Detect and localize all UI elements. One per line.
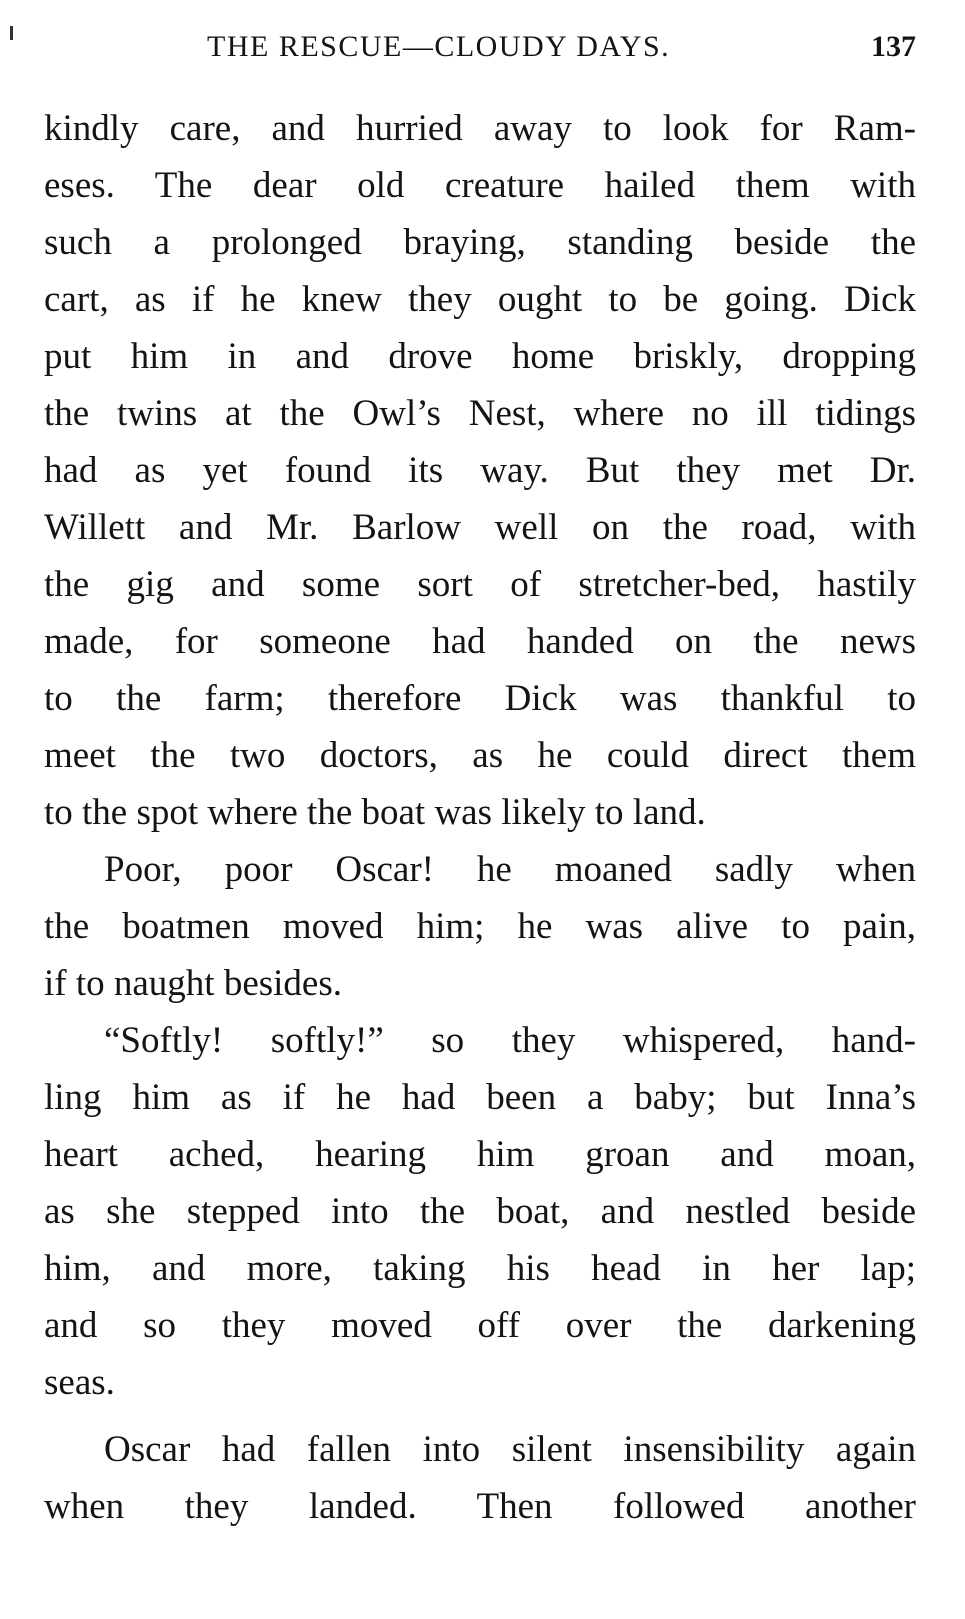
text-line: Poor, poor Oscar! he moaned sadly when	[104, 849, 916, 890]
text-line: as she stepped into the boat, and nestled beside	[44, 1191, 916, 1232]
text-line: Willett and Mr. Barlow well on the road, with	[44, 507, 916, 548]
text-line: if to naught besides.	[44, 963, 343, 1004]
text-line: the boatmen moved him; he was alive to pain,	[44, 906, 916, 947]
text-line: to the farm; therefore Dick was thankful to	[44, 678, 916, 719]
text-line: meet the two doctors, as he could direct them	[44, 735, 916, 776]
text-line: heart ached, hearing him groan and moan,	[44, 1134, 916, 1175]
running-head: THE RESCUE—CLOUDY DAYS.	[207, 30, 671, 63]
text-line: the gig and some sort of stretcher-bed, hastily	[44, 564, 916, 605]
paragraph	[44, 841, 916, 1012]
paragraph	[44, 1421, 916, 1535]
text-line: “Softly! softly!” so they whispered, hand-	[104, 1020, 916, 1061]
text-line: ling him as if he had been a baby; but Inna’s	[44, 1077, 916, 1118]
text-line: cart, as if he knew they ought to be going. Dick	[44, 279, 916, 320]
text-line: such a prolonged braying, standing beside the	[44, 222, 916, 263]
text-line: put him in and drove home briskly, dropping	[44, 336, 916, 377]
paragraph	[44, 1012, 916, 1411]
text-line: when they landed. Then followed another	[44, 1486, 916, 1527]
text-line: to the spot where the boat was likely to land.	[44, 792, 706, 833]
margin-mark	[10, 26, 13, 40]
page-header	[44, 22, 916, 72]
text-line: eses. The dear old creature hailed them with	[44, 165, 916, 206]
text-line: had as yet found its way. But they met Dr.	[44, 450, 916, 491]
paragraph	[44, 100, 916, 841]
page-number: 137	[871, 30, 916, 63]
text-line: and so they moved off over the darkening	[44, 1305, 916, 1346]
text-line: seas.	[44, 1362, 115, 1403]
text-line: the twins at the Owl’s Nest, where no ill tidings	[44, 393, 916, 434]
paragraph-gap	[44, 1411, 916, 1421]
body-text	[44, 100, 916, 1535]
text-line: made, for someone had handed on the news	[44, 621, 916, 662]
text-line: Oscar had fallen into silent insensibility again	[104, 1429, 916, 1470]
text-line: him, and more, taking his head in her lap;	[44, 1248, 916, 1289]
text-line: kindly care, and hurried away to look for Ram-	[44, 108, 916, 149]
